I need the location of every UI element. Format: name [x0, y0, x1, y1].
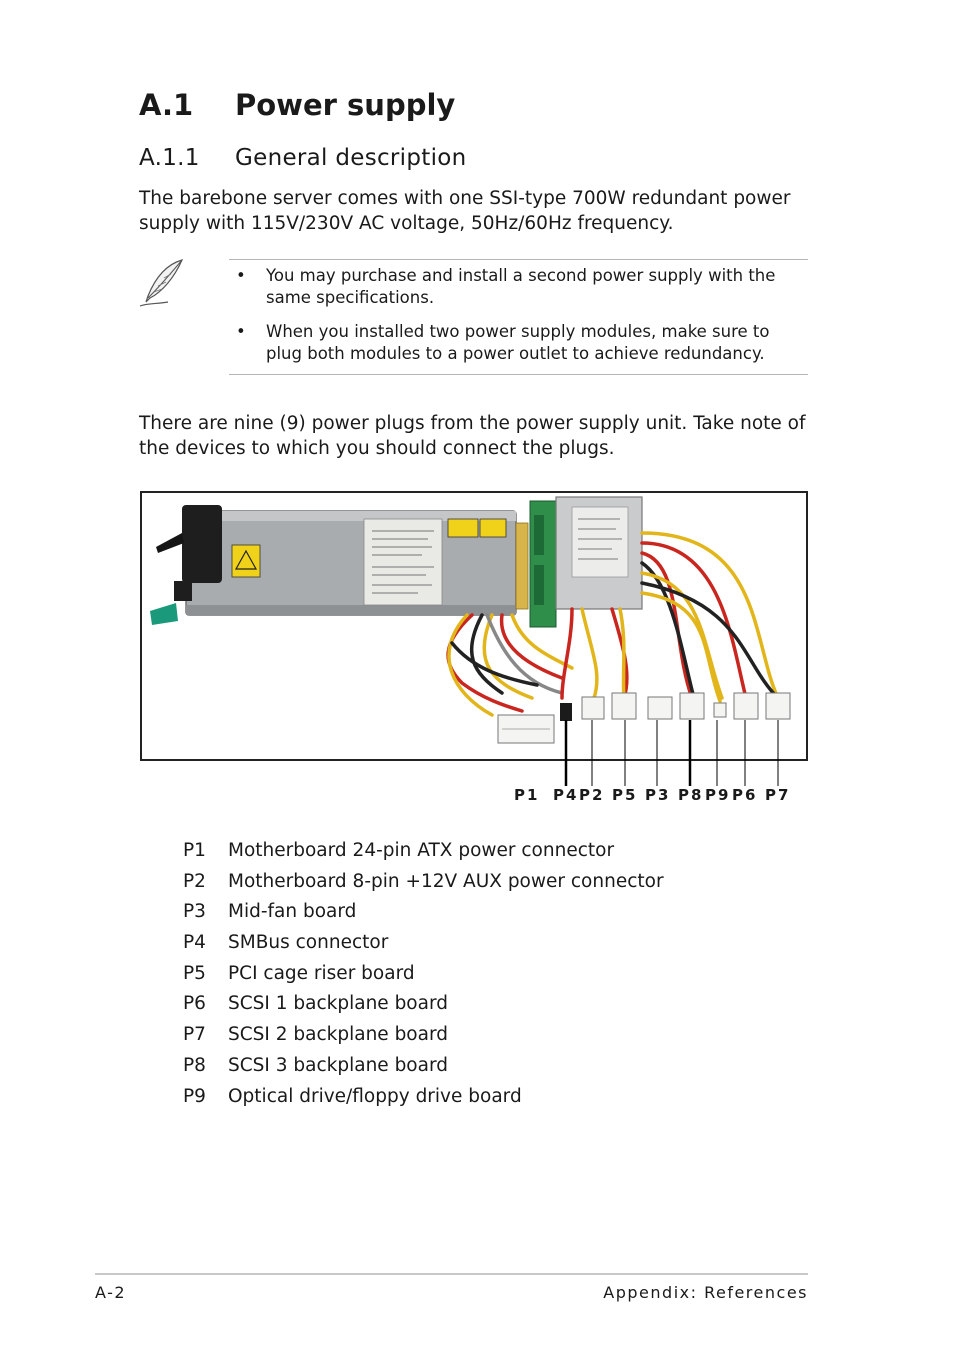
plug-legend [183, 836, 664, 1112]
legend-item: P3 Mid-fan board [183, 901, 357, 923]
plug-label-p7: P7 [765, 786, 791, 804]
subsection-heading [139, 145, 467, 171]
plug-label-p6: P6 [732, 786, 758, 804]
legend-item: P9 Optical drive/floppy drive board [183, 1085, 522, 1107]
feather-pen-icon [138, 256, 186, 308]
plug-label-p4: P4 [553, 786, 579, 804]
section-heading [139, 88, 455, 122]
legend-item: P1 Motherboard 24-pin ATX power connector [183, 840, 615, 861]
psu-fan-handle [182, 505, 222, 583]
plug-label-p3: P3 [645, 786, 671, 804]
footer-section-title: Appendix: References [603, 1283, 808, 1302]
bullet-icon: • [236, 266, 246, 285]
plugs-paragraph: There are nine (9) power plugs from the power supply unit. Take note of the devices to which you should connect the plugs. [139, 413, 806, 459]
note-top-rule [229, 259, 808, 260]
plug-label-p2: P2 [579, 786, 605, 804]
legend-item: P7 SCSI 2 backplane board [183, 1024, 448, 1046]
intro-paragraph: The barebone server comes with one SSI-type 700W redundant power supply with 115V/230V AC voltage, 50Hz/60Hz frequency. [139, 188, 791, 234]
legend-item: P4 SMBus connector [183, 932, 389, 954]
subsection-title: General description [235, 145, 467, 171]
section-number: A.1 [139, 88, 194, 122]
legend-item: P2 Motherboard 8-pin +12V AUX power connector [183, 870, 664, 892]
legend-item: P8 SCSI 3 backplane board [183, 1054, 448, 1076]
plug-label-p8: P8 [678, 786, 704, 804]
note-bullet: • When you installed two power supply modules, make sure to plug both modules to a power outlet to achieve redundancy. [236, 322, 770, 363]
section-title: Power supply [235, 88, 456, 122]
note-list [229, 265, 808, 377]
plug-label-p9: P9 [705, 786, 731, 804]
note-bottom-rule [229, 374, 808, 375]
psu-release-latch [150, 603, 178, 625]
callout-lines [0, 700, 954, 790]
edge-connector [516, 523, 528, 609]
note-bullet: • You may purchase and install a second power supply with the same specifications. [236, 266, 776, 307]
psu-label [364, 519, 442, 605]
footer-rule [95, 1273, 808, 1275]
page-number: A-2 [95, 1283, 127, 1302]
legend-item: P6 SCSI 1 backplane board [183, 993, 448, 1015]
plug-label-p5: P5 [612, 786, 638, 804]
subsection-number: A.1.1 [139, 145, 200, 171]
bullet-icon: • [236, 322, 246, 341]
plug-label-p1: P1 [514, 786, 540, 804]
legend-item: P5 PCI cage riser board [183, 962, 415, 984]
